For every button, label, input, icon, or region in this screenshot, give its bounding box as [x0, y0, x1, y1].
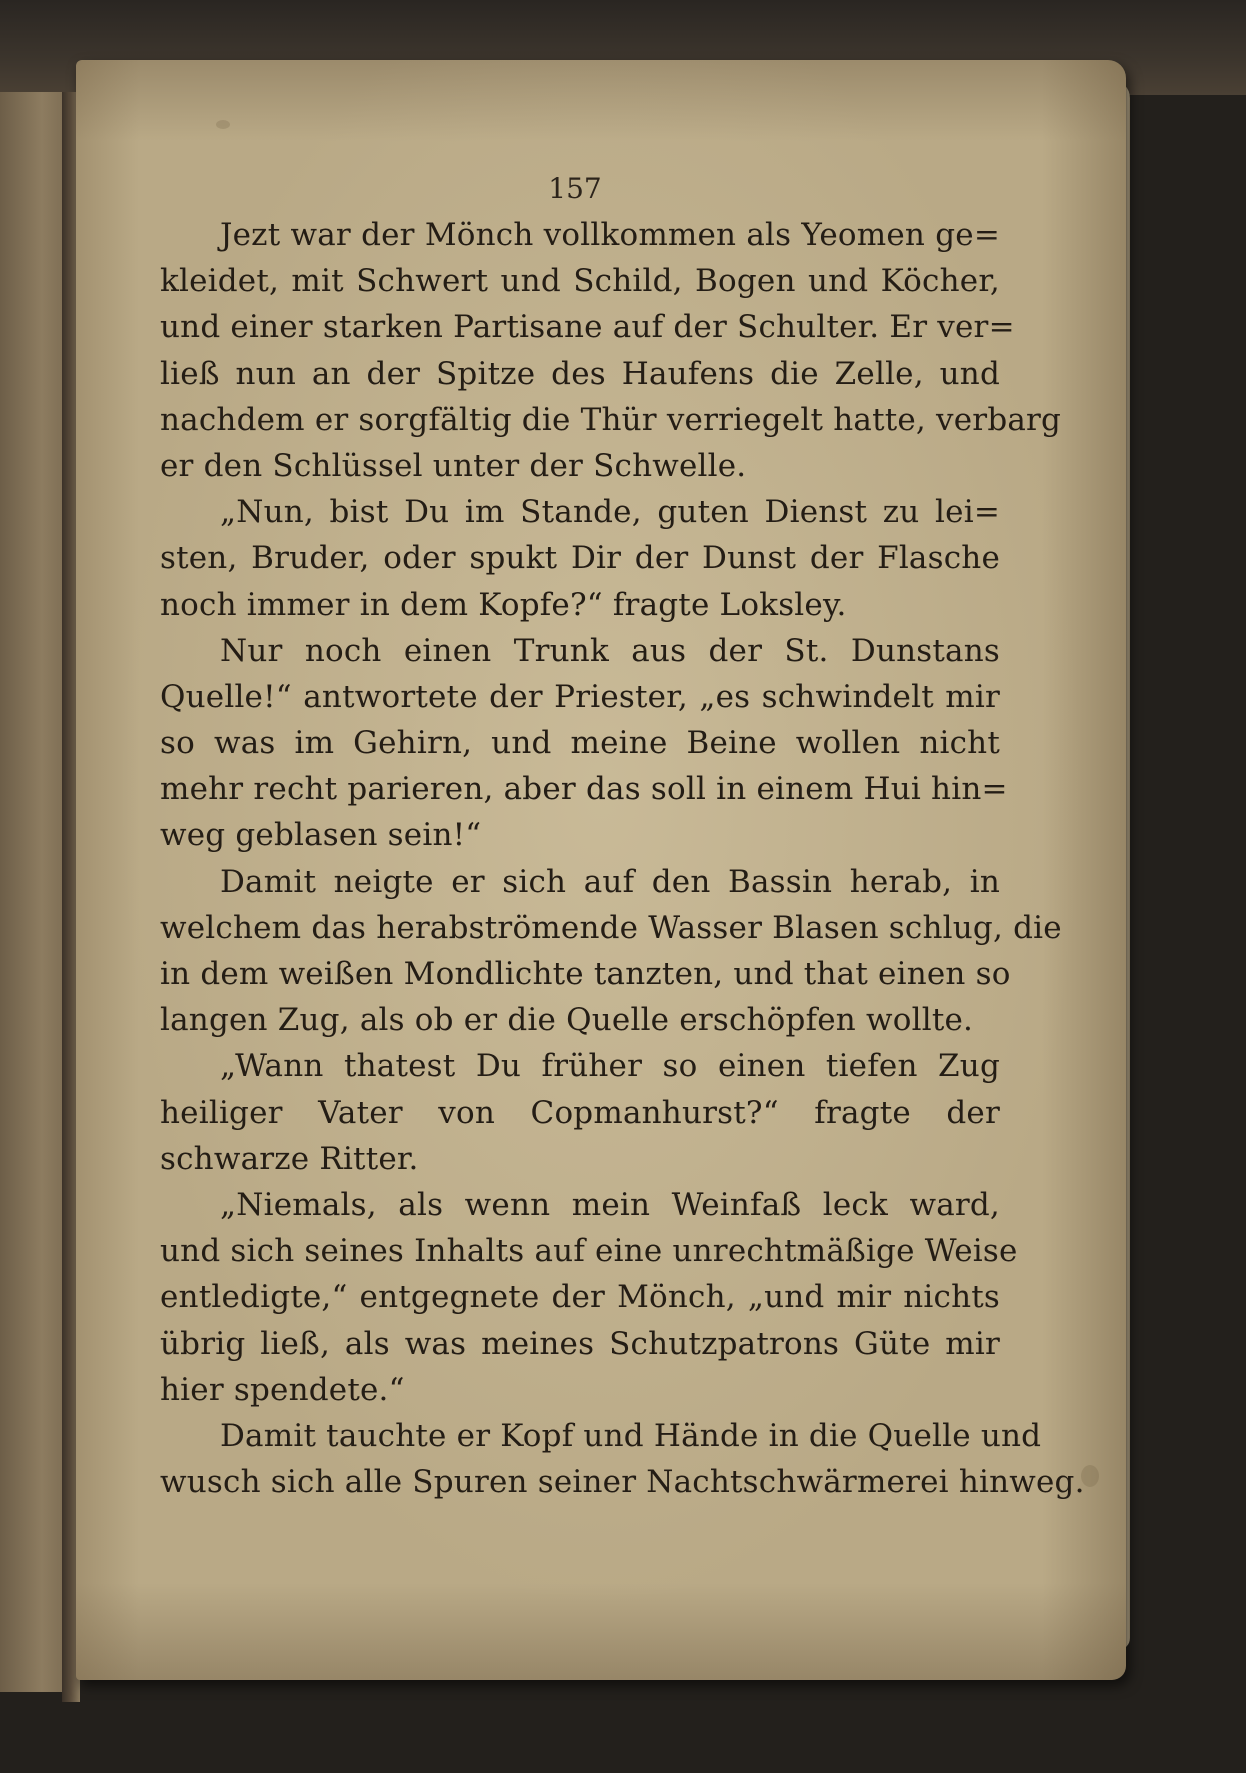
- text-line: weg geblasen sein!“: [160, 817, 482, 854]
- text-line: „Nun, bist Du im Stande, guten Dienst zu lei=: [220, 494, 1000, 531]
- text-line: Nur noch einen Trunk aus der St. Dunstans: [220, 632, 1000, 669]
- text-line: noch immer in dem Kopfe?“ fragte Loksley.: [160, 586, 847, 623]
- text-line: entledigte,“ entgegnete der Mönch, „und mir nichts: [160, 1279, 1000, 1316]
- text-line: wusch sich alle Spuren seiner Nachtschwärmerei hinweg.: [160, 1464, 1085, 1501]
- text-line: welchem das herabströmende Wasser Blasen schlug, die: [160, 909, 1062, 946]
- text-line: „Niemals, als wenn mein Weinfaß leck ward,: [220, 1186, 1000, 1223]
- text-line: hier spendete.“: [160, 1371, 405, 1408]
- text-line: Quelle!“ antwortete der Priester, „es schwindelt mir: [160, 678, 1000, 715]
- text-line: und einer starken Partisane auf der Schulter. Er ver=: [160, 309, 1015, 346]
- text-line: Jezt war der Mönch vollkommen als Yeomen ge=: [220, 217, 1000, 253]
- text-line: kleidet, mit Schwert und Schild, Bogen und Köcher,: [160, 263, 1000, 300]
- facing-page-edge: [0, 92, 70, 1692]
- text-line: so was im Gehirn, und meine Beine wollen nicht: [160, 725, 1000, 762]
- text-line: schwarze Ritter.: [160, 1140, 419, 1177]
- text-line: Damit neigte er sich auf den Bassin herab, in: [220, 863, 1000, 900]
- text-line: nachdem er sorgfältig die Thür verriegelt hatte, verbarg: [160, 401, 1062, 438]
- text-line: langen Zug, als ob er die Quelle erschöpfen wollte.: [160, 1002, 974, 1039]
- page-number: 157: [548, 172, 602, 205]
- text-line: in dem weißen Mondlichte tanzten, und that einen so: [160, 956, 1011, 992]
- text-line: ließ nun an der Spitze des Haufens die Zelle, und: [160, 355, 1000, 392]
- text-line: Damit tauchte er Kopf und Hände in die Quelle und: [220, 1417, 1042, 1454]
- text-line: und sich seines Inhalts auf eine unrechtmäßige Weise: [160, 1233, 1018, 1270]
- text-line: mehr recht parieren, aber das soll in einem Hui hin=: [160, 771, 1008, 808]
- text-line: heiliger Vater von Copmanhurst?“ fragte der: [160, 1094, 1000, 1131]
- text-line: „Wann thatest Du früher so einen tiefen Zug: [220, 1048, 1000, 1085]
- text-line: er den Schlüssel unter der Schwelle.: [160, 447, 747, 484]
- body-text: [160, 212, 1085, 1505]
- text-line: sten, Bruder, oder spukt Dir der Dunst der Flasche: [160, 540, 1000, 577]
- text-line: übrig ließ, als was meines Schutzpatrons Güte mir: [160, 1325, 1000, 1362]
- ink-speck: [216, 120, 230, 129]
